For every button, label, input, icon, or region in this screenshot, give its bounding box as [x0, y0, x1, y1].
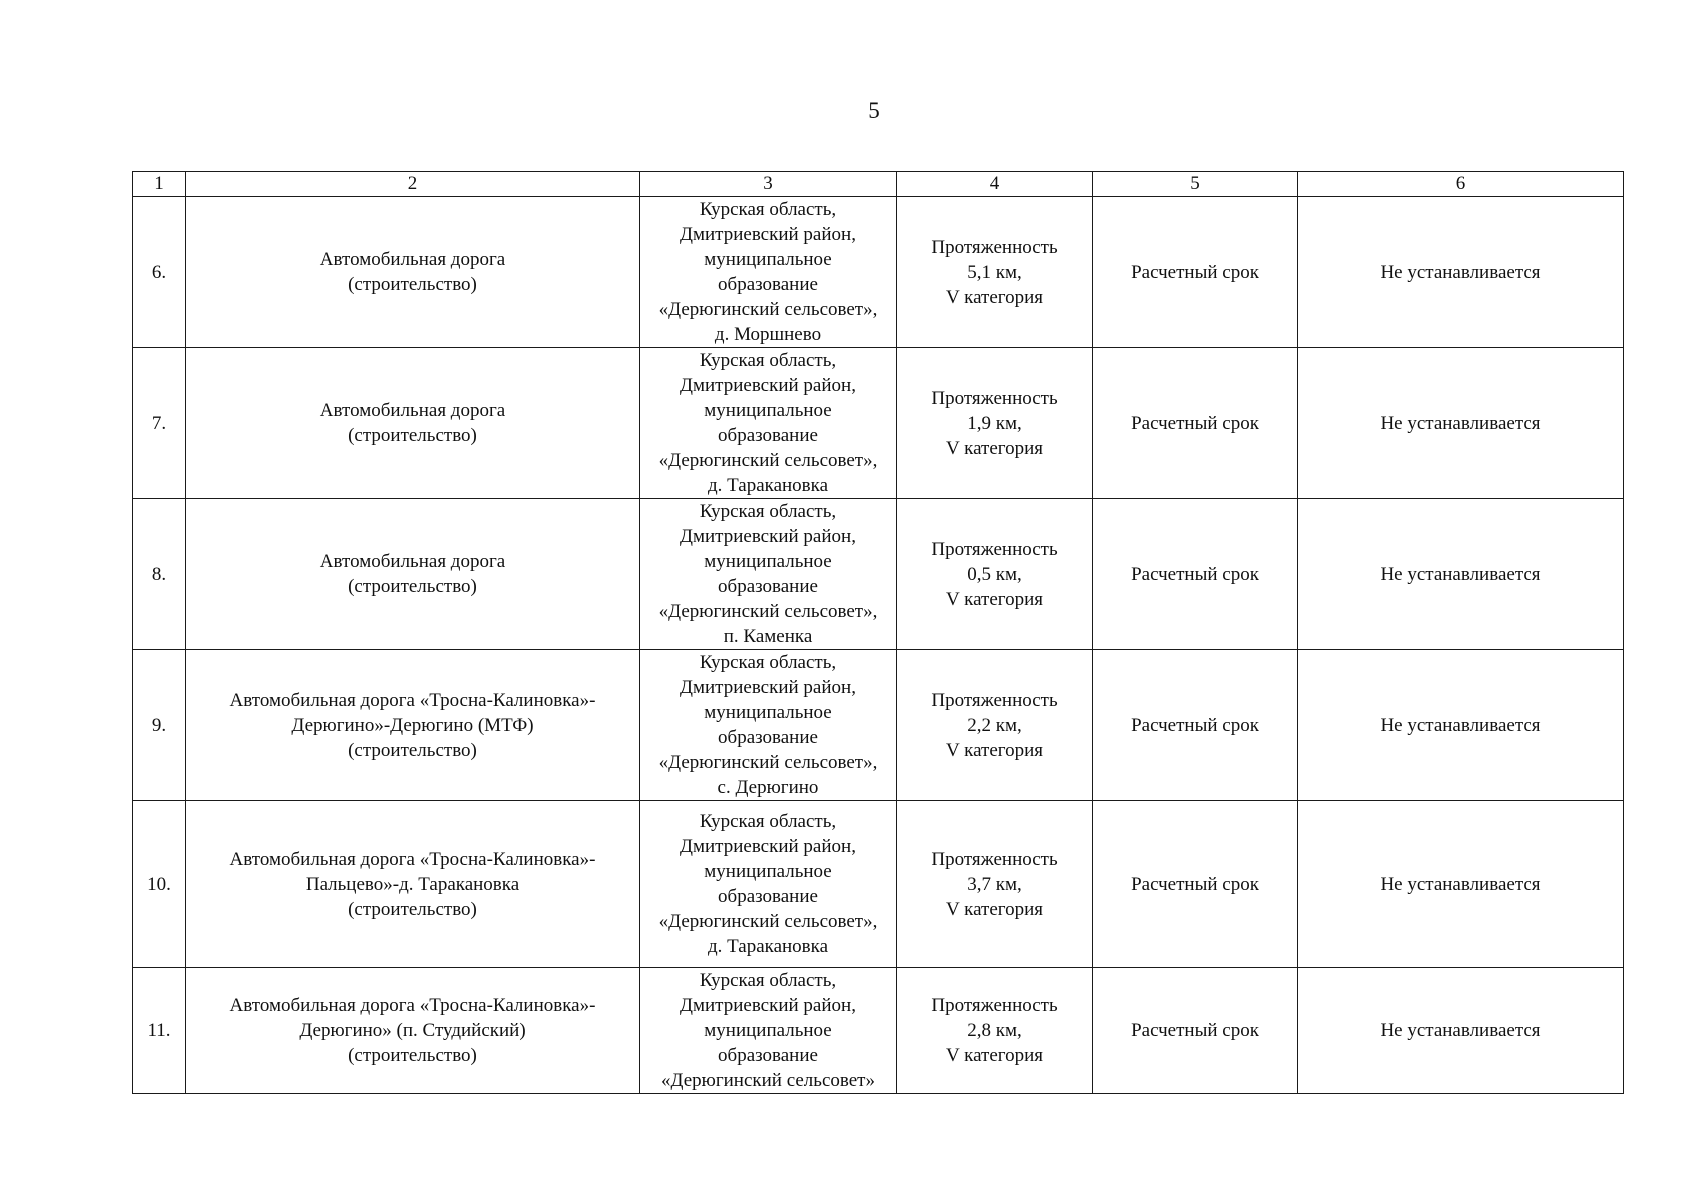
table-row — [133, 801, 1624, 968]
object-name: Автомобильная дорога (строительство) — [186, 197, 640, 348]
page-number: 5 — [868, 98, 880, 123]
zone-info: Не устанавливается — [1298, 801, 1624, 968]
implementation-term: Расчетный срок — [1093, 650, 1298, 801]
table-row — [133, 968, 1624, 1094]
object-characteristics: Протяженность 5,1 км, V категория — [897, 197, 1093, 348]
row-number: 6. — [133, 197, 186, 348]
object-location: Курская область, Дмитриевский район, муниципальное образование «Дерюгинский сельсовет» — [640, 968, 897, 1094]
table-header-row — [133, 172, 1624, 197]
object-name: Автомобильная дорога «Тросна-Калиновка»- Пальцево»-д. Таракановка (строительство) — [186, 801, 640, 968]
table-row — [133, 499, 1624, 650]
column-header-2: 2 — [186, 172, 640, 197]
zone-info: Не устанавливается — [1298, 650, 1624, 801]
object-characteristics: Протяженность 3,7 км, V категория — [897, 801, 1093, 968]
row-number: 11. — [133, 968, 186, 1094]
zone-info: Не устанавливается — [1298, 348, 1624, 499]
object-characteristics: Протяженность 0,5 км, V категория — [897, 499, 1093, 650]
object-characteristics: Протяженность 2,2 км, V категория — [897, 650, 1093, 801]
column-header-1: 1 — [133, 172, 186, 197]
implementation-term: Расчетный срок — [1093, 968, 1298, 1094]
implementation-term: Расчетный срок — [1093, 499, 1298, 650]
row-number: 9. — [133, 650, 186, 801]
implementation-term: Расчетный срок — [1093, 197, 1298, 348]
implementation-term: Расчетный срок — [1093, 348, 1298, 499]
column-header-5: 5 — [1093, 172, 1298, 197]
registry-table — [132, 171, 1624, 1094]
implementation-term: Расчетный срок — [1093, 801, 1298, 968]
object-location: Курская область, Дмитриевский район, муниципальное образование «Дерюгинский сельсовет», д. Таракановка — [640, 348, 897, 499]
column-header-4: 4 — [897, 172, 1093, 197]
zone-info: Не устанавливается — [1298, 968, 1624, 1094]
zone-info: Не устанавливается — [1298, 197, 1624, 348]
object-location: Курская область, Дмитриевский район, муниципальное образование «Дерюгинский сельсовет», д. Таракановка — [640, 801, 897, 968]
object-name: Автомобильная дорога (строительство) — [186, 499, 640, 650]
zone-info: Не устанавливается — [1298, 499, 1624, 650]
object-characteristics: Протяженность 2,8 км, V категория — [897, 968, 1093, 1094]
object-name: Автомобильная дорога «Тросна-Калиновка»- Дерюгино»-Дерюгино (МТФ) (строительство) — [186, 650, 640, 801]
row-number: 10. — [133, 801, 186, 968]
object-location: Курская область, Дмитриевский район, муниципальное образование «Дерюгинский сельсовет», п. Каменка — [640, 499, 897, 650]
table-row — [133, 348, 1624, 499]
object-name: Автомобильная дорога (строительство) — [186, 348, 640, 499]
object-name: Автомобильная дорога «Тросна-Калиновка»- Дерюгино» (п. Студийский) (строительство) — [186, 968, 640, 1094]
object-characteristics: Протяженность 1,9 км, V категория — [897, 348, 1093, 499]
column-header-3: 3 — [640, 172, 897, 197]
table-row — [133, 650, 1624, 801]
row-number: 7. — [133, 348, 186, 499]
row-number: 8. — [133, 499, 186, 650]
object-location: Курская область, Дмитриевский район, муниципальное образование «Дерюгинский сельсовет», д. Моршнево — [640, 197, 897, 348]
column-header-6: 6 — [1298, 172, 1624, 197]
table-row — [133, 197, 1624, 348]
object-location: Курская область, Дмитриевский район, муниципальное образование «Дерюгинский сельсовет», с. Дерюгино — [640, 650, 897, 801]
